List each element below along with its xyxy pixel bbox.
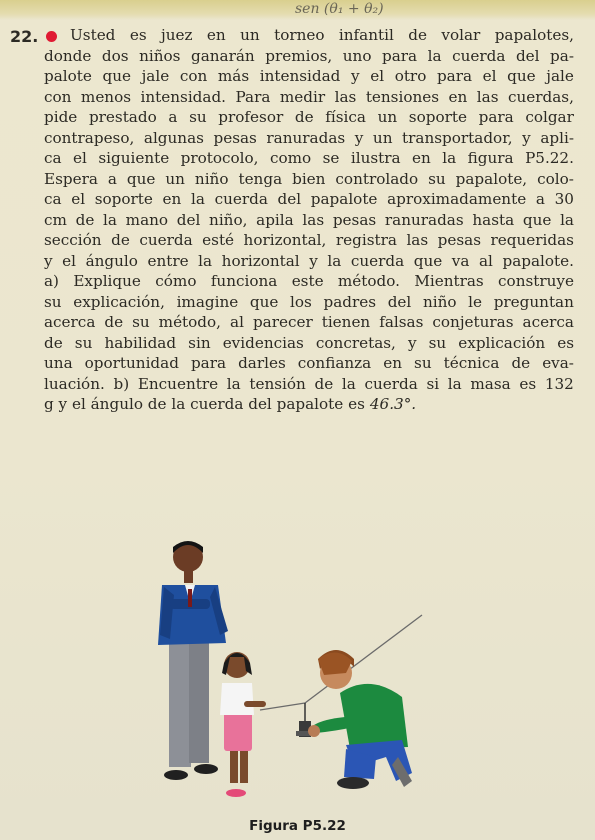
problem-text-line: Usted es juez en un torneo infantil de volar papalotes, [70, 26, 574, 44]
problem-text-line: palote que jale con más intensidad y el otro para el que jale [44, 67, 574, 85]
problem-text [44, 25, 574, 415]
angle-value: 46.3°. [369, 395, 417, 413]
figure-illustration [140, 535, 450, 815]
problem-text-line: su explicación, imagine que los padres del niño le preguntan [44, 292, 574, 311]
crouching-figure [308, 650, 412, 789]
problem-text-line: a) Explique cómo funciona este método. Mientras construye [44, 272, 574, 290]
problem-text-line: sección de cuerda esté horizontal, registra las pesas requeridas [44, 231, 574, 249]
problem-number: 22. [10, 27, 39, 46]
problem-text-line: cm de la mano del niño, apila las pesas ranuradas hasta que la [44, 210, 574, 229]
problem-text-line: de su habilidad sin evidencias concretas, y su explicación es [44, 333, 574, 352]
problem-text-line: donde dos niños ganarán premios, uno para la cuerda del pa- [44, 46, 574, 65]
adult-figure [158, 541, 228, 780]
problem-text-line: Espera a que un niño tenga bien controlado su papalote, colo- [44, 169, 574, 188]
last-line-text: g y el ángulo de la cuerda del papalote es [44, 395, 365, 413]
problem-text-line: acerca de su método, al parecer tienen falsas conjeturas acerca [44, 313, 574, 331]
problem-text-line: una oportunidad para darles confianza en su técnica de eva- [44, 354, 574, 372]
problem-text-line: pide prestado a su profesor de física un soporte para colgar [44, 108, 574, 126]
problem-text-line: ca el siguiente protocolo, como se ilustra en la figura P5.22. [44, 149, 574, 167]
figure-caption: Figura P5.22 [249, 818, 346, 834]
problem-text-line: contrapeso, algunas pesas ranuradas y un transportador, y apli- [44, 128, 574, 147]
header-formula: sen (θ₁ + θ₂) [295, 1, 384, 17]
problem-text-line: ca el soporte en la cuerda del papalote aproximadamente a 30 [44, 190, 574, 208]
problem-text-line: y el ángulo entre la horizontal y la cuerda que va al papalote. [44, 251, 574, 270]
problem-text-line [44, 394, 574, 415]
problem-text-line: con menos intensidad. Para medir las tensiones en las cuerdas, [44, 87, 574, 106]
child-figure [220, 652, 266, 797]
problem-text-line: luación. b) Encuentre la tensión de la cuerda si la masa es 132 [44, 374, 574, 393]
